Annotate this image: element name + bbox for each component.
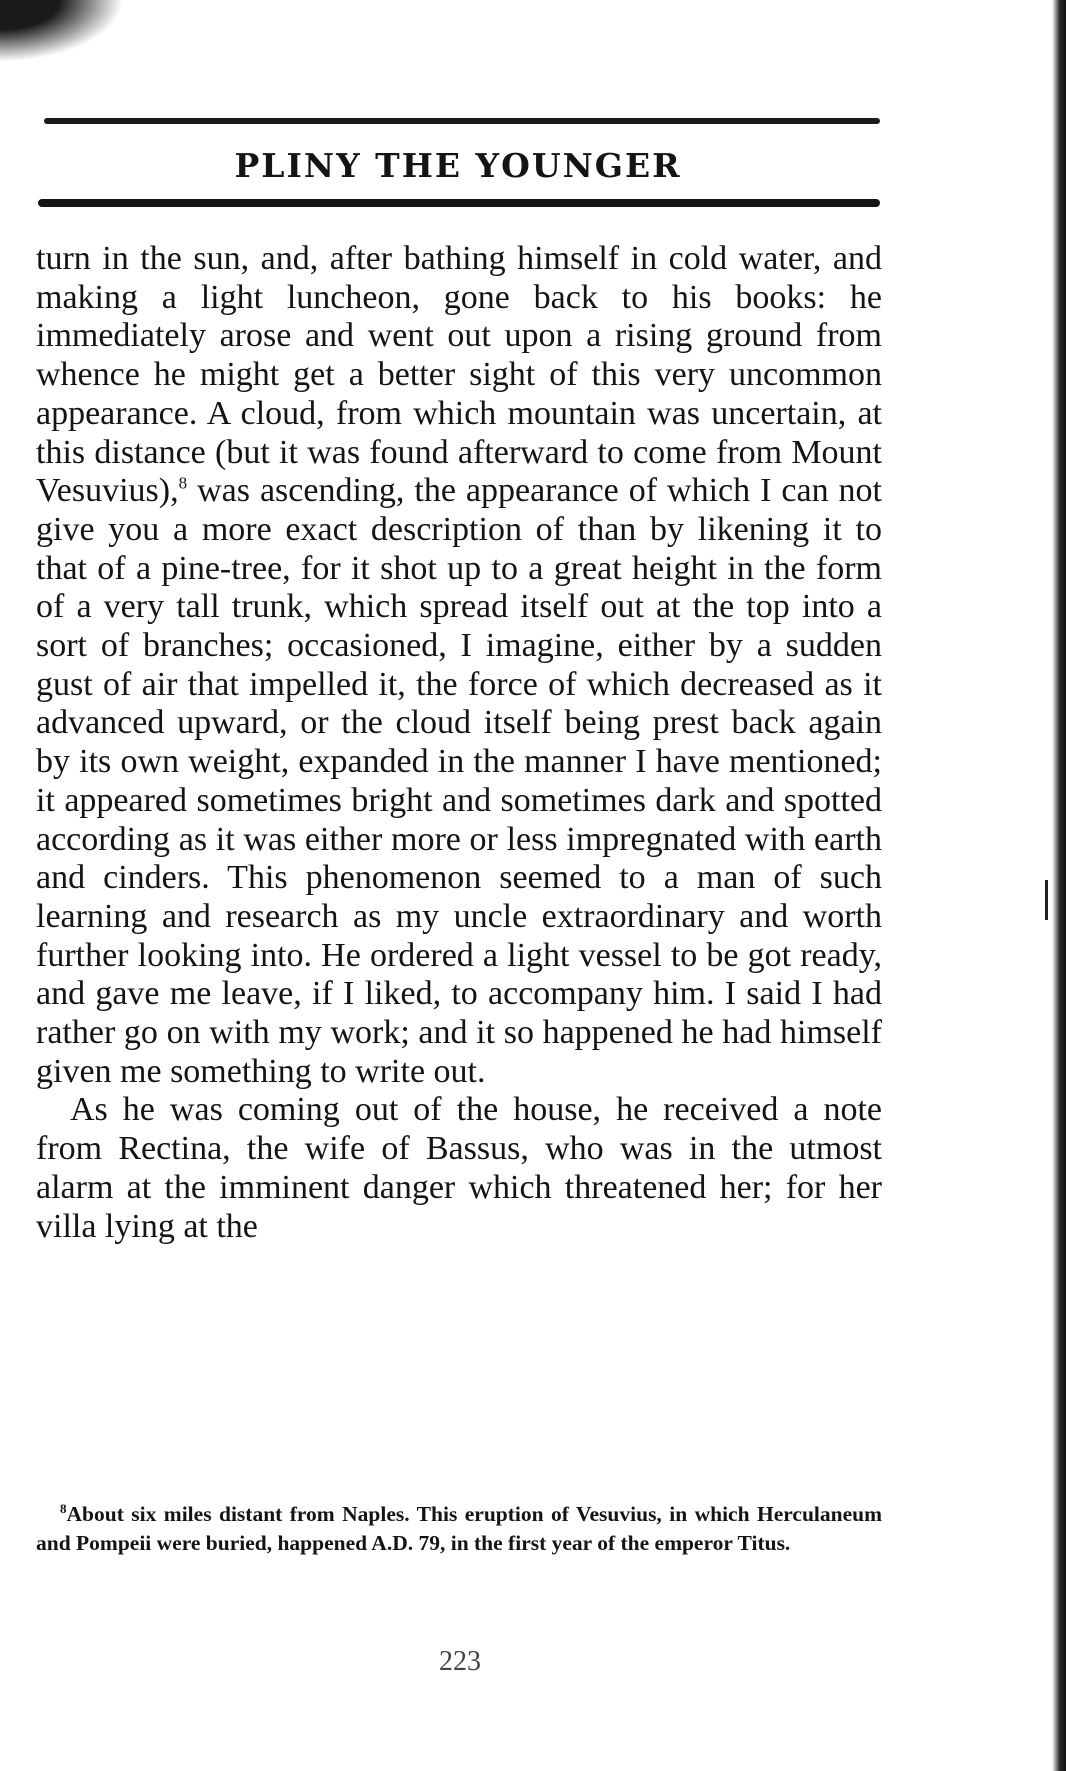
paragraph-2: As he was coming out of the house, he received a note from Rectina, the wife of Bassus, who was in the utmost alarm at the imminent danger which threatened her; for her villa lying at the — [36, 1091, 882, 1245]
page-edge-mark — [1045, 880, 1048, 920]
header-rule-bottom — [38, 199, 880, 207]
running-title: PLINY THE YOUNGER — [234, 146, 682, 185]
footnote — [36, 1500, 882, 1558]
paragraph-1-part-1: turn in the sun, and, after bathing himself in cold water, and making a light luncheon, gone back to his books: he immediately arose and went out upon a rising ground from whence he might get a better sight of this very uncommon appearance. A cloud, from which mountain was uncertain, at this distance (but it was found afterward to come from Mount Vesuvius), — [36, 240, 882, 510]
footnote-reference: 8 — [178, 473, 188, 493]
page-edge-shadow — [1052, 0, 1066, 1771]
page-corner-shadow — [0, 0, 140, 70]
paragraph-1-part-2: was ascending, the appearance of which I can not give you a more exact description of than by likening it to that of a pine-tree, for it shot up to a great height in the form of a very tall trunk, which spread itself out at the top into a sort of branches; occasioned, I imagine, either by a sudden gust of air that impelled it, the force of which decreased as it advanced upward, or the cloud itself being prest back again by its own weight, expanded in the manner I have mentioned; it appeared sometimes bright and sometimes dark and spotted according as it was either more or less impregnated with earth and cinders. This phenomenon seemed to a man of such learning and research as my uncle extraordinary and worth further looking into. He ordered a light vessel to be got ready, and gave me leave, if I liked, to accompany him. I said I had rather go on with my work; and it so happened he had himself given me something to write out. — [36, 472, 882, 1090]
page-number: 223 — [439, 1646, 481, 1677]
header-rule-top — [44, 118, 880, 124]
page-header — [36, 118, 880, 207]
paragraph-1 — [36, 240, 882, 1091]
footnote-marker: 8 — [60, 1500, 67, 1516]
footnote-text: About six miles distant from Naples. This eruption of Vesuvius, in which Herculaneum and Pompeii were buried, happened A.D. 79, in the first year of the emperor Titus. — [36, 1502, 882, 1555]
body-text — [36, 240, 882, 1246]
